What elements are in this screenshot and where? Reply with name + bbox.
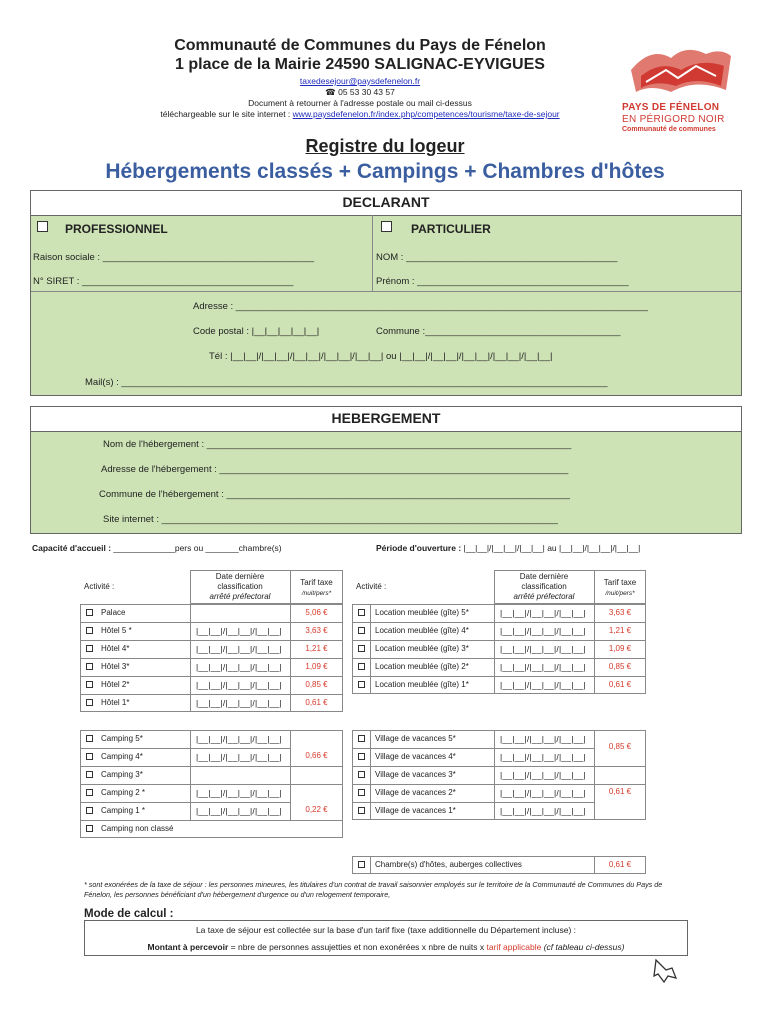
period-field[interactable]: |__|__|/|__|__|/|__|__| au |__|__|/|__|__|/|__|__| — [463, 543, 641, 553]
declarant-title: DECLARANT — [342, 194, 430, 210]
camping-1-label: Camping 1 * — [101, 806, 146, 815]
hotel-5-checkbox[interactable] — [86, 627, 93, 634]
chambres-checkbox[interactable] — [358, 861, 365, 868]
village-2-date[interactable]: |__|__|/|__|__|/|__|__| — [500, 788, 586, 798]
first-name-field[interactable]: Prénom : ________________________________________ — [376, 276, 629, 287]
hotel-4-date[interactable]: |__|__|/|__|__|/|__|__| — [196, 644, 282, 654]
download-label: téléchargeable sur le site internet : — [160, 109, 293, 119]
gite-1-tarif: 0,61 € — [608, 680, 632, 689]
palace-label: Palace — [101, 608, 126, 617]
professional-label: PROFESSIONNEL — [65, 222, 168, 236]
city-field[interactable]: Commune :_____________________________________ — [376, 326, 621, 337]
hotel-3-checkbox[interactable] — [86, 663, 93, 670]
village-1-checkbox[interactable] — [358, 807, 365, 814]
mail-field[interactable]: Mail(s) : ____________________________________________________________________________________________ — [85, 377, 608, 388]
camping-unclassified-checkbox[interactable] — [86, 825, 93, 832]
camping-2-date[interactable]: |__|__|/|__|__|/|__|__| — [196, 788, 282, 798]
hotel-4-tarif: 1,21 € — [305, 644, 328, 653]
gite-5-tarif: 3,63 € — [608, 608, 632, 617]
camping-2-checkbox[interactable] — [86, 789, 93, 796]
gite-2-tarif: 0,85 € — [608, 662, 632, 671]
tarif-applicable-text: tarif applicable — [486, 942, 542, 952]
gite-2-label: Location meublée (gîte) 2* — [375, 662, 469, 671]
capacity-label: Capacité d'accueil : — [32, 543, 114, 553]
tarif-header-right-2: /nuit/pers* — [605, 590, 635, 597]
village-4-date[interactable]: |__|__|/|__|__|/|__|__| — [500, 752, 586, 762]
exemption-footnote: * sont exonérées de la taxe de séjour : les personnes mineures, les titulaires d'un contrat de travail saisonnier employés sur le territoire de la Communauté de Communes du Pays de Fénelon, les personnes bénéficiant d'un hébergement d'urgence ou d'un relogement temporaire, — [84, 880, 663, 899]
tarif-header-left-2: /nuit/pers* — [301, 590, 332, 597]
activity-header-right: Activité : — [356, 582, 387, 591]
gite-2-checkbox[interactable] — [358, 663, 365, 670]
hebergement-city-field[interactable]: Commune de l'hébergement : _________________________________________________________________ — [99, 489, 570, 500]
declarant-section — [30, 190, 742, 396]
camping-4-checkbox[interactable] — [86, 753, 93, 760]
register-title: Registre du logeur — [305, 136, 465, 156]
gite-5-checkbox[interactable] — [358, 609, 365, 616]
gite-2-date[interactable]: |__|__|/|__|__|/|__|__| — [500, 662, 586, 672]
camping-4-label: Camping 4* — [101, 752, 143, 761]
pays-de-fenelon-logo — [622, 40, 740, 140]
village-3-label: Village de vacances 3* — [375, 770, 456, 779]
tarif-header-right-1: Tarif taxe — [603, 578, 637, 587]
phone-field[interactable]: Tél : |__|__|/|__|__|/|__|__|/|__|__|/|__|__| ou |__|__|/|__|__|/|__|__|/|__|__|/|__|__| — [209, 351, 553, 362]
palace-tarif: 5,06 € — [305, 608, 328, 617]
gite-3-date[interactable]: |__|__|/|__|__|/|__|__| — [500, 644, 586, 654]
tarif-header-left-1: Tarif taxe — [300, 578, 333, 587]
postal-code-field[interactable]: Code postal : |__|__|__|__|__| — [193, 326, 320, 337]
hotel-3-date[interactable]: |__|__|/|__|__|/|__|__| — [196, 662, 282, 672]
hotel-5-date[interactable]: |__|__|/|__|__|/|__|__| — [196, 626, 282, 636]
date-header-right-1: Date dernière — [519, 572, 569, 581]
hebergement-section — [30, 406, 742, 534]
hotel-2-tarif: 0,85 € — [305, 680, 328, 689]
arrow-pointer-icon — [650, 956, 680, 986]
formula-text: = nbre de personnes assujetties et non exonérées x nbre de nuits x — [228, 942, 487, 952]
logo-text-line1: PAYS DE FÉNELON — [622, 102, 720, 113]
gite-4-date[interactable]: |__|__|/|__|__|/|__|__| — [500, 626, 586, 636]
camping-3-checkbox[interactable] — [86, 771, 93, 778]
village-1-date[interactable]: |__|__|/|__|__|/|__|__| — [500, 806, 586, 816]
camping-5-checkbox[interactable] — [86, 735, 93, 742]
camping-2-label: Camping 2 * — [101, 788, 146, 797]
village-tarif-low: 0,61 € — [608, 787, 632, 796]
hebergement-name-field[interactable]: Nom de l'hébergement : _____________________________________________________________________ — [103, 439, 572, 450]
palace-checkbox[interactable] — [86, 609, 93, 616]
calculation-mode-title: Mode de calcul : — [84, 908, 174, 920]
hotel-4-checkbox[interactable] — [86, 645, 93, 652]
hebergement-title: HEBERGEMENT — [331, 410, 441, 426]
gite-4-label: Location meublée (gîte) 4* — [375, 626, 469, 635]
last-name-field[interactable]: NOM : ________________________________________ — [376, 252, 618, 263]
camping-tarif-low: 0,22 € — [305, 805, 328, 814]
camping-1-date[interactable]: |__|__|/|__|__|/|__|__| — [196, 806, 282, 816]
gite-1-label: Location meublée (gîte) 1* — [375, 680, 469, 689]
activity-header-left: Activité : — [84, 582, 115, 591]
hotel-1-label: Hôtel 1* — [101, 698, 130, 707]
village-5-checkbox[interactable] — [358, 735, 365, 742]
village-4-label: Village de vacances 4* — [375, 752, 456, 761]
gite-3-tarif: 1,09 € — [608, 644, 632, 653]
phone-number: ☎ 05 53 30 43 57 — [325, 87, 395, 97]
company-name-field[interactable]: Raison sociale : ________________________________________ — [33, 252, 315, 263]
camping-5-date[interactable]: |__|__|/|__|__|/|__|__| — [196, 734, 282, 744]
calculation-line-1: La taxe de séjour est collectée sur la base d'un tarif fixe (taxe additionnelle du Département incluse) : — [195, 925, 577, 935]
gite-4-tarif: 1,21 € — [608, 626, 632, 635]
chambres-label: Chambre(s) d'hôtes, auberges collectives — [375, 860, 522, 869]
gite-4-checkbox[interactable] — [358, 627, 365, 634]
date-header-left-1: Date dernière — [215, 572, 265, 581]
org-address: 1 place de la Mairie 24590 SALIGNAC-EYVIGUES — [175, 56, 545, 73]
email-link[interactable]: taxedesejour@paysdefenelon.fr — [299, 76, 421, 86]
hotel-2-label: Hôtel 2* — [101, 680, 130, 689]
village-3-date[interactable]: |__|__|/|__|__|/|__|__| — [500, 770, 586, 780]
gite-1-date[interactable]: |__|__|/|__|__|/|__|__| — [500, 680, 586, 690]
return-note: Document à retourner à l'adresse postale ou mail ci-dessus — [248, 98, 472, 108]
village-tarif-high: 0,85 € — [608, 742, 632, 751]
logo-text-line2: EN PÉRIGORD NOIR — [622, 114, 725, 125]
period-label: Période d'ouverture : — [376, 543, 464, 553]
siret-field[interactable]: N° SIRET : ________________________________________ — [33, 276, 294, 287]
professional-checkbox[interactable] — [37, 221, 48, 232]
hotel-4-label: Hôtel 4* — [101, 644, 130, 653]
camping-unclassified-label: Camping non classé — [101, 824, 174, 833]
hebergement-address-field[interactable]: Adresse de l'hébergement : __________________________________________________________________ — [101, 464, 569, 475]
village-5-date[interactable]: |__|__|/|__|__|/|__|__| — [500, 734, 586, 744]
hotel-1-checkbox[interactable] — [86, 699, 93, 706]
logo-mark-icon — [626, 40, 736, 100]
private-label: PARTICULIER — [411, 222, 491, 236]
date-header-left-2: classification — [217, 582, 263, 591]
hotel-1-date[interactable]: |__|__|/|__|__|/|__|__| — [196, 698, 282, 708]
camping-3-label: Camping 3* — [101, 770, 143, 779]
table-reference-text: (cf tableau ci-dessus) — [541, 942, 625, 952]
org-name: Communauté de Communes du Pays de Fénelon — [174, 37, 546, 54]
hotel-3-label: Hôtel 3* — [101, 662, 130, 671]
chambres-tarif: 0,61 € — [608, 860, 632, 869]
gite-3-label: Location meublée (gîte) 3* — [375, 644, 469, 653]
village-2-checkbox[interactable] — [358, 789, 365, 796]
logo-text-line3: Communauté de communes — [622, 126, 716, 133]
address-field[interactable]: Adresse : ______________________________________________________________________________ — [193, 301, 648, 312]
gite-5-label: Location meublée (gîte) 5* — [375, 608, 469, 617]
hotel-3-tarif: 1,09 € — [305, 662, 328, 671]
private-checkbox[interactable] — [381, 221, 392, 232]
gite-3-checkbox[interactable] — [358, 645, 365, 652]
village-1-label: Village de vacances 1* — [375, 806, 456, 815]
website-field[interactable]: Site internet : ___________________________________________________________________________ — [103, 514, 558, 525]
hotel-1-tarif: 0,61 € — [305, 698, 328, 707]
village-3-checkbox[interactable] — [358, 771, 365, 778]
village-4-checkbox[interactable] — [358, 753, 365, 760]
amount-label: Montant à percevoir — [147, 942, 229, 952]
camping-tarif-high: 0,66 € — [305, 751, 328, 760]
hotel-5-label: Hôtel 5 * — [101, 626, 132, 635]
gite-5-date[interactable]: |__|__|/|__|__|/|__|__| — [500, 608, 586, 618]
hotel-2-checkbox[interactable] — [86, 681, 93, 688]
village-2-label: Village de vacances 2* — [375, 788, 456, 797]
capacity-field[interactable]: _____________pers ou _______chambre(s) — [113, 543, 282, 553]
camping-4-date[interactable]: |__|__|/|__|__|/|__|__| — [196, 752, 282, 762]
main-title: Hébergements classés + Campings + Chambres d'hôtes — [105, 160, 665, 183]
hotel-5-tarif: 3,63 € — [305, 626, 328, 635]
camping-1-checkbox[interactable] — [86, 807, 93, 814]
website-link[interactable]: www.paysdefenelon.fr/index.php/competences/tourisme/taxe-de-sejour — [292, 109, 560, 119]
date-header-right-3: arrêté préfectoral — [513, 592, 575, 601]
date-header-right-2: classification — [521, 582, 567, 591]
date-header-left-3: arrêté préfectoral — [209, 592, 271, 601]
village-5-label: Village de vacances 5* — [375, 734, 456, 743]
camping-5-label: Camping 5* — [101, 734, 143, 743]
gite-1-checkbox[interactable] — [358, 681, 365, 688]
calculation-box — [84, 920, 688, 956]
hotel-2-date[interactable]: |__|__|/|__|__|/|__|__| — [196, 680, 282, 690]
calculation-line-2 — [85, 942, 687, 952]
organization-header — [90, 36, 630, 120]
